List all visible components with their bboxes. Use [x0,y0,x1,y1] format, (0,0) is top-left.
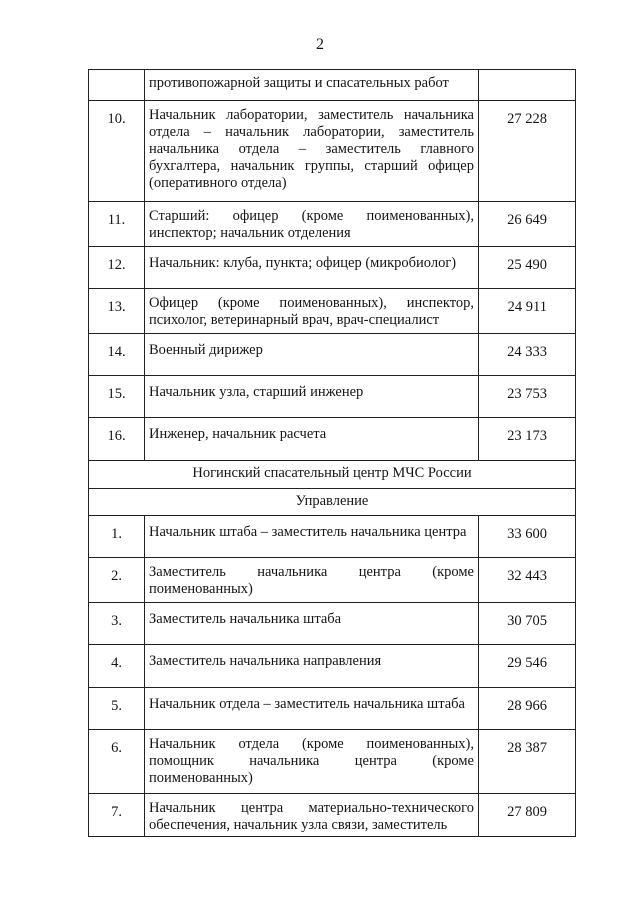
position-title: Начальник центра материально-технического обеспечения, начальник узла связи, заместитель [145,794,479,837]
row-number: 3. [89,603,145,645]
row-number: 4. [89,645,145,688]
section-center-heading: Ногинский спасательный центр МЧС России [89,461,576,489]
row-number [89,70,145,101]
table-row [89,247,576,289]
table-row [89,688,576,730]
table-row [89,730,576,794]
position-title: Начальник отдела – заместитель начальника штаба [145,688,479,730]
salary-value: 23 173 [479,418,576,461]
position-title: Заместитель начальника центра (кроме поименованных) [145,558,479,603]
position-title: Инженер, начальник расчета [145,418,479,461]
salary-value: 23 753 [479,376,576,418]
position-title: Старший: офицер (кроме поименованных), инспектор; начальник отделения [145,202,479,247]
row-number: 2. [89,558,145,603]
row-number: 16. [89,418,145,461]
table-row [89,376,576,418]
salary-value [479,70,576,101]
salary-value: 24 333 [479,334,576,376]
position-title: Начальник лаборатории, заместитель начальника отдела – начальник лаборатории, заместитель начальника отдела – заместитель главного бухгалтера, начальник группы, старший офицер (оперативного отдела) [145,101,479,202]
salary-value: 25 490 [479,247,576,289]
section-header-row [89,461,576,489]
salary-value: 33 600 [479,516,576,558]
table-row [89,516,576,558]
salary-value: 27 228 [479,101,576,202]
row-number: 5. [89,688,145,730]
row-number: 6. [89,730,145,794]
salary-value: 32 443 [479,558,576,603]
table-row [89,558,576,603]
salary-value: 29 546 [479,645,576,688]
position-title: Начальник отдела (кроме поименованных), помощник начальника центра (кроме поименованных) [145,730,479,794]
section-header-row [89,489,576,516]
table-row [89,202,576,247]
table-row [89,70,576,101]
table-row [89,603,576,645]
row-number: 12. [89,247,145,289]
salary-table [88,69,576,837]
salary-value: 30 705 [479,603,576,645]
row-number: 10. [89,101,145,202]
section-management-heading: Управление [89,489,576,516]
position-title: Заместитель начальника штаба [145,603,479,645]
row-number: 7. [89,794,145,837]
row-number: 1. [89,516,145,558]
position-title: Офицер (кроме поименованных), инспектор, психолог, ветеринарный врач, врач-специалист [145,289,479,334]
row-number: 11. [89,202,145,247]
row-number: 13. [89,289,145,334]
table-row [89,289,576,334]
salary-value: 27 809 [479,794,576,837]
position-title: противопожарной защиты и спасательных работ [145,70,479,101]
table-row [89,334,576,376]
salary-value: 26 649 [479,202,576,247]
position-title: Начальник: клуба, пункта; офицер (микробиолог) [145,247,479,289]
position-title: Военный дирижер [145,334,479,376]
table-row [89,794,576,837]
position-title: Начальник штаба – заместитель начальника центра [145,516,479,558]
salary-value: 28 966 [479,688,576,730]
row-number: 15. [89,376,145,418]
row-number: 14. [89,334,145,376]
position-title: Заместитель начальника направления [145,645,479,688]
table-row [89,645,576,688]
table-row [89,101,576,202]
position-title: Начальник узла, старший инженер [145,376,479,418]
salary-value: 24 911 [479,289,576,334]
table-row [89,418,576,461]
page-number: 2 [316,36,324,53]
salary-value: 28 387 [479,730,576,794]
